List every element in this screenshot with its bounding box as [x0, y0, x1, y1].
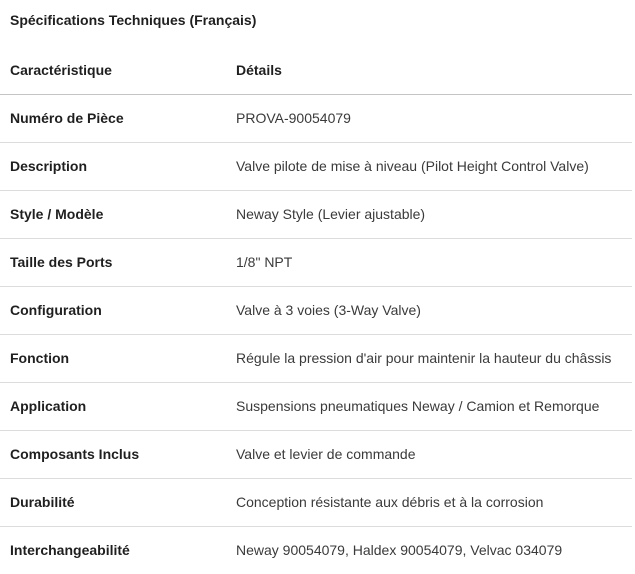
- row-value-durability: Conception résistante aux débris et à la corrosion: [228, 479, 632, 527]
- table-row: [0, 239, 632, 287]
- row-value-configuration: Valve à 3 voies (3-Way Valve): [228, 287, 632, 335]
- row-value-application: Suspensions pneumatiques Neway / Camion et Remorque: [228, 383, 632, 431]
- table-row: [0, 143, 632, 191]
- row-value-included-components: Valve et levier de commande: [228, 431, 632, 479]
- spec-table: [0, 47, 632, 574]
- table-row: [0, 527, 632, 574]
- row-value-part-number: PROVA-90054079: [228, 95, 632, 143]
- row-value-interchangeability: Neway 90054079, Haldex 90054079, Velvac 034079: [228, 527, 632, 574]
- row-label-included-components: Composants Inclus: [0, 431, 228, 479]
- row-label-durability: Durabilité: [0, 479, 228, 527]
- row-value-function: Régule la pression d'air pour maintenir la hauteur du châssis: [228, 335, 632, 383]
- table-row: [0, 287, 632, 335]
- table-row: [0, 95, 632, 143]
- table-row: [0, 191, 632, 239]
- table-row: [0, 335, 632, 383]
- column-header-details: Détails: [228, 47, 632, 95]
- row-label-application: Application: [0, 383, 228, 431]
- row-label-style-model: Style / Modèle: [0, 191, 228, 239]
- row-label-function: Fonction: [0, 335, 228, 383]
- row-value-description: Valve pilote de mise à niveau (Pilot Height Control Valve): [228, 143, 632, 191]
- table-row: [0, 383, 632, 431]
- row-value-port-size: 1/8" NPT: [228, 239, 632, 287]
- column-header-characteristic: Caractéristique: [0, 47, 228, 95]
- row-value-style-model: Neway Style (Levier ajustable): [228, 191, 632, 239]
- table-header-row: [0, 47, 632, 95]
- row-label-part-number: Numéro de Pièce: [0, 95, 228, 143]
- row-label-interchangeability: Interchangeabilité: [0, 527, 228, 574]
- row-label-configuration: Configuration: [0, 287, 228, 335]
- row-label-description: Description: [0, 143, 228, 191]
- table-row: [0, 479, 632, 527]
- page-title: Spécifications Techniques (Français): [10, 12, 256, 28]
- table-row: [0, 431, 632, 479]
- row-label-port-size: Taille des Ports: [0, 239, 228, 287]
